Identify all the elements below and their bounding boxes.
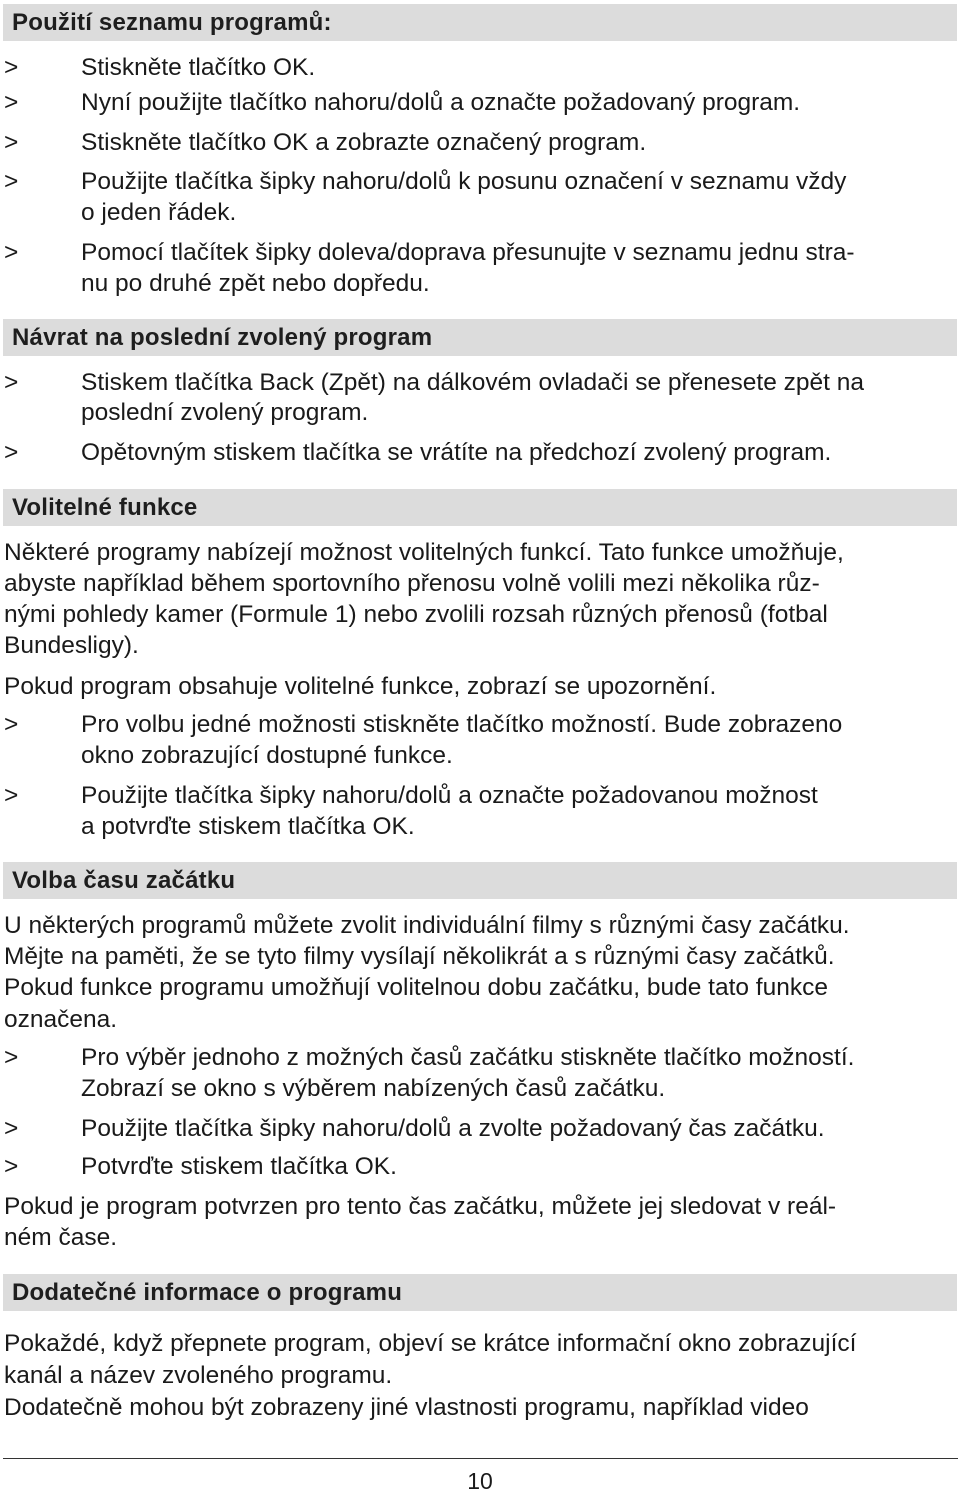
- section-heading-return-last-program: Návrat na poslední zvolený program: [3, 319, 957, 356]
- bullet-text: Opětovným stiskem tlačítka se vrátíte na předchozí zvolený program.: [81, 439, 832, 466]
- bullet-text: Nyní použijte tlačítko nahoru/dolů a označte požadovaný program.: [81, 89, 801, 116]
- bullet-text: a potvrďte stiskem tlačítka OK.: [81, 813, 415, 840]
- bullet-marker: >: [4, 711, 19, 738]
- bullet-marker: >: [4, 1115, 19, 1142]
- section-heading-program-list: Použití seznamu programů:: [3, 4, 957, 41]
- bullet-marker: >: [4, 782, 19, 809]
- bullet-text: Použijte tlačítka šipky nahoru/dolů k posunu označení v seznamu vždy: [81, 168, 847, 195]
- paragraph-text: Některé programy nabízejí možnost volitelných funkcí. Tato funkce umožňuje,: [4, 539, 844, 566]
- paragraph-text: Dodatečně mohou být zobrazeny jiné vlastnosti programu, například video: [4, 1394, 809, 1421]
- section-heading-additional-info: Dodatečné informace o programu: [3, 1274, 957, 1311]
- paragraph-text: abyste například během sportovního přenosu volně volili mezi několika růz-: [4, 570, 820, 597]
- paragraph-text: Bundesligy).: [4, 632, 139, 659]
- bullet-marker: >: [4, 168, 19, 195]
- paragraph-text: Pokud program obsahuje volitelné funkce, zobrazí se upozornění.: [4, 673, 717, 700]
- bullet-text: Zobrazí se okno s výběrem nabízených časů začátku.: [81, 1075, 666, 1102]
- bullet-marker: >: [4, 54, 19, 81]
- bullet-text: Stiskem tlačítka Back (Zpět) na dálkovém ovladači se přenesete zpět na: [81, 369, 865, 396]
- bullet-text: Stiskněte tlačítko OK a zobrazte označený program.: [81, 129, 647, 156]
- footer-rule: [3, 1458, 958, 1459]
- bullet-text: Pro výběr jednoho z možných časů začátku stiskněte tlačítko možností.: [81, 1044, 855, 1071]
- bullet-text: nu po druhé zpět nebo dopředu.: [81, 270, 430, 297]
- bullet-text: o jeden řádek.: [81, 199, 237, 226]
- paragraph-text: nými pohledy kamer (Formule 1) nebo zvolili rozsah různých přenosů (fotbal: [4, 601, 828, 628]
- bullet-marker: >: [4, 369, 19, 396]
- paragraph-text: kanál a název zvoleného programu.: [4, 1362, 393, 1389]
- bullet-text: Potvrďte stiskem tlačítka OK.: [81, 1153, 397, 1180]
- section-heading-start-time: Volba času začátku: [3, 862, 957, 899]
- paragraph-text: U některých programů můžete zvolit individuální filmy s různými časy začátku.: [4, 912, 850, 939]
- bullet-text: Použijte tlačítka šipky nahoru/dolů a zvolte požadovaný čas začátku.: [81, 1115, 825, 1142]
- bullet-text: Pomocí tlačítek šipky doleva/doprava přesunujte v seznamu jednu stra-: [81, 239, 855, 266]
- bullet-text: Pro volbu jedné možnosti stiskněte tlačítko možností. Bude zobrazeno: [81, 711, 843, 738]
- paragraph-text: Pokaždé, když přepnete program, objeví se krátce informační okno zobrazující: [4, 1330, 857, 1357]
- bullet-marker: >: [4, 239, 19, 266]
- bullet-marker: >: [4, 89, 19, 116]
- bullet-text: poslední zvolený program.: [81, 399, 369, 426]
- section-heading-optional-functions: Volitelné funkce: [3, 489, 957, 526]
- bullet-text: okno zobrazující dostupné funkce.: [81, 742, 453, 769]
- bullet-marker: >: [4, 129, 19, 156]
- page-number: 10: [467, 1468, 493, 1492]
- bullet-marker: >: [4, 1153, 19, 1180]
- bullet-marker: >: [4, 1044, 19, 1071]
- bullet-text: Stiskněte tlačítko OK.: [81, 54, 316, 81]
- bullet-text: Použijte tlačítka šipky nahoru/dolů a označte požadovanou možnost: [81, 782, 818, 809]
- paragraph-text: Pokud je program potvrzen pro tento čas začátku, můžete jej sledovat v reál-: [4, 1193, 837, 1220]
- paragraph-text: Pokud funkce programu umožňují volitelnou dobu začátku, bude tato funkce: [4, 974, 828, 1001]
- paragraph-text: ném čase.: [4, 1224, 118, 1251]
- paragraph-text: označena.: [4, 1006, 118, 1033]
- bullet-marker: >: [4, 439, 19, 466]
- paragraph-text: Mějte na paměti, že se tyto filmy vysílají několikrát a s různými časy začátků.: [4, 943, 835, 970]
